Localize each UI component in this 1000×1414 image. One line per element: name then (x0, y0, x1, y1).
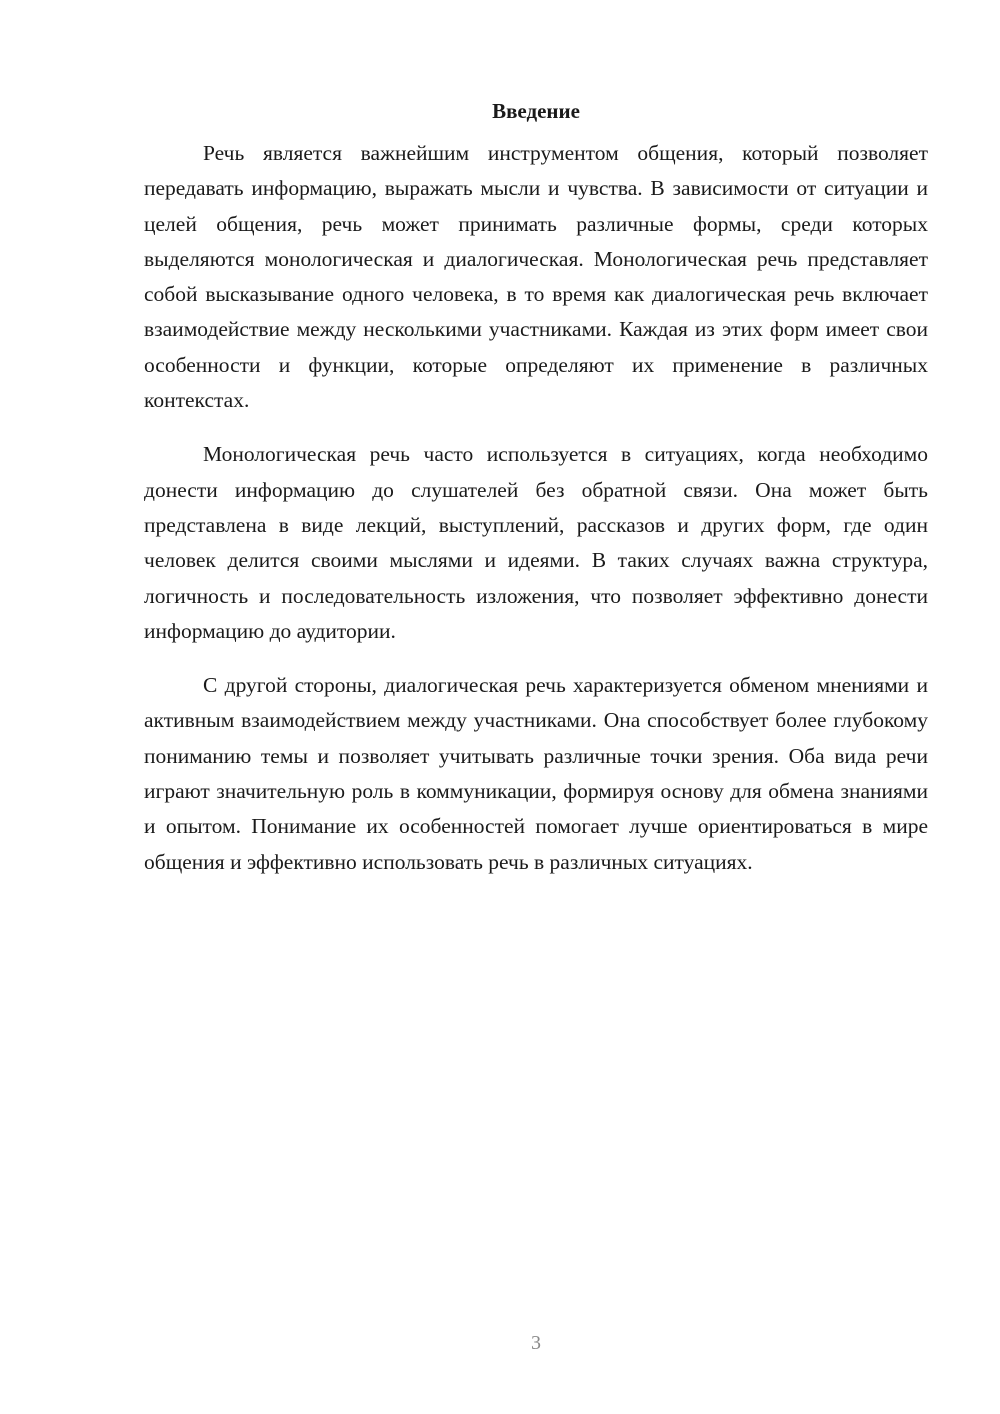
paragraph-3: С другой стороны, диалогическая речь характеризуется обменом мнениями и активным взаимодействием между участниками. Она способствует более глубокому пониманию темы и позволяет учитывать различные точки зрения. Оба вида речи играют значительную роль в коммуникации, формируя основу для обмена знаниями и опытом. Понимание их особенностей помогает лучше ориентироваться в мире общения и эффективно использовать речь в различных ситуациях. (144, 673, 928, 874)
paragraph-2: Монологическая речь часто используется в ситуациях, когда необходимо донести информацию до слушателей без обратной связи. Она может быть представлена в виде лекций, выступлений, рассказов и других форм, где один человек делится своими мыслями и идеями. В таких случаях важна структура, логичность и последовательность изложения, что позволяет эффективно донести информацию до аудитории. (144, 442, 928, 643)
page-content (144, 96, 928, 899)
page-number: 3 (531, 1332, 541, 1354)
paragraph-1: Речь является важнейшим инструментом общения, который позволяет передавать информацию, выражать мысли и чувства. В зависимости от ситуации и целей общения, речь может принимать различные формы, среди которых выделяются монологическая и диалогическая. Монологическая речь представляет собой высказывание одного человека, в то время как диалогическая речь включает взаимодействие между несколькими участниками. Каждая из этих форм имеет свои особенности и функции, которые определяют их применение в различных контекстах. (144, 141, 928, 413)
section-title: Введение (492, 99, 580, 123)
